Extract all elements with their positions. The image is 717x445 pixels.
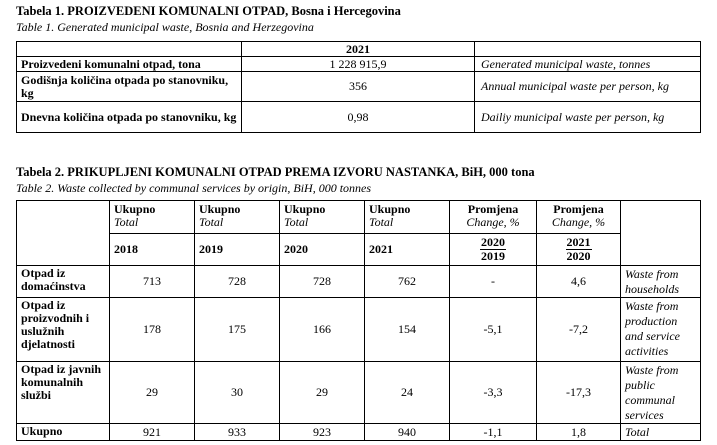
header-ukupno: Ukupno — [369, 202, 411, 216]
cell-value: -17,3 — [537, 362, 621, 424]
cell-value: 1,8 — [537, 424, 621, 441]
change1-numerator: 2020 — [481, 235, 505, 249]
year-2021: 2021 — [365, 234, 450, 266]
table2-subtitle: Table 2. Waste collected by communal services by origin, BiH, 000 tonnes — [16, 181, 372, 195]
cell-value: -5,1 — [450, 298, 537, 362]
table-row — [17, 102, 701, 133]
cell-value: -1,1 — [450, 424, 537, 441]
cell-value: 713 — [110, 266, 195, 298]
row-label: Otpad iz domaćinstva — [17, 266, 110, 298]
row-english: Generated municipal waste, tonnes — [475, 57, 701, 72]
table-row — [17, 266, 701, 298]
cell-value: 29 — [110, 362, 195, 424]
table2-header-blank-en — [621, 201, 701, 266]
table-row — [17, 57, 701, 72]
cell-value: 24 — [365, 362, 450, 424]
table1-title: Tabela 1. PROIZVEDENI KOMUNALNI OTPAD, Bosna i Hercegovina — [16, 4, 401, 18]
table1-header-blank-2 — [475, 42, 701, 57]
year-2019: 2019 — [195, 234, 280, 266]
row-english: Waste from production and service activities — [621, 298, 701, 362]
row-value: 0,98 — [242, 102, 475, 133]
header-change: Change, % — [466, 215, 520, 229]
header-promjena: Promjena — [467, 202, 519, 216]
table1-subtitle: Table 1. Generated municipal waste, Bosnia and Herzegovina — [16, 20, 314, 34]
row-label: Proizvedeni komunalni otpad, tona — [17, 57, 242, 72]
cell-value: 178 — [110, 298, 195, 362]
header-ukupno: Ukupno — [114, 202, 156, 216]
cell-value: 728 — [280, 266, 365, 298]
cell-value: -3,3 — [450, 362, 537, 424]
row-english: Waste from households — [621, 266, 701, 298]
table-row — [17, 424, 701, 441]
table-row — [17, 298, 701, 362]
table1-year-header: 2021 — [242, 42, 475, 57]
cell-value: 762 — [365, 266, 450, 298]
collected-waste-table — [16, 200, 701, 441]
col-header-2021 — [365, 201, 450, 234]
header-promjena: Promjena — [553, 202, 604, 216]
header-change: Change, % — [551, 215, 606, 229]
table-row — [17, 72, 701, 102]
cell-value: 923 — [280, 424, 365, 441]
cell-value: 154 — [365, 298, 450, 362]
row-english: Annual municipal waste per person, kg — [475, 72, 701, 102]
change-period-2 — [537, 234, 621, 266]
cell-value: 30 — [195, 362, 280, 424]
col-header-change-2 — [537, 201, 621, 234]
table2-header-blank — [17, 201, 110, 266]
year-2020: 2020 — [280, 234, 365, 266]
header-ukupno: Ukupno — [284, 202, 326, 216]
row-label: Godišnja količina otpada po stanovniku, kg — [17, 72, 242, 102]
header-ukupno: Ukupno — [199, 202, 241, 216]
row-english: Total — [621, 424, 701, 441]
cell-value: 728 — [195, 266, 280, 298]
row-english: Dailiy municipal waste per person, kg — [475, 102, 701, 133]
cell-value: 29 — [280, 362, 365, 424]
change2-numerator: 2021 — [566, 235, 591, 249]
table-row — [17, 362, 701, 424]
col-header-change-1 — [450, 201, 537, 234]
col-header-2019 — [195, 201, 280, 234]
header-total: Total — [114, 215, 139, 229]
cell-value: 166 — [280, 298, 365, 362]
cell-value: - — [450, 266, 537, 298]
header-total: Total — [199, 215, 224, 229]
change2-denominator: 2020 — [566, 249, 591, 263]
row-value: 1 228 915,9 — [242, 57, 475, 72]
cell-value: 175 — [195, 298, 280, 362]
row-label: Dnevna količina otpada po stanovniku, kg — [17, 102, 242, 133]
year-2018: 2018 — [110, 234, 195, 266]
cell-value: 4,6 — [537, 266, 621, 298]
change-period-1 — [450, 234, 537, 266]
header-total: Total — [369, 215, 394, 229]
col-header-2018 — [110, 201, 195, 234]
change1-denominator: 2019 — [481, 249, 505, 263]
cell-value: 940 — [365, 424, 450, 441]
col-header-2020 — [280, 201, 365, 234]
table2-title: Tabela 2. PRIKUPLJENI KOMUNALNI OTPAD PREMA IZVORU NASTANKA, BiH, 000 tona — [16, 165, 535, 179]
row-label: Otpad iz javnih komunalnih službi — [17, 362, 110, 424]
cell-value: 921 — [110, 424, 195, 441]
row-label: Ukupno — [17, 424, 110, 441]
row-english: Waste from public communal services — [621, 362, 701, 424]
generated-waste-table — [16, 41, 701, 133]
cell-value: 933 — [195, 424, 280, 441]
header-total: Total — [284, 215, 309, 229]
row-label: Otpad iz proizvodnih i uslužnih djelatnosti — [17, 298, 110, 362]
row-value: 356 — [242, 72, 475, 102]
cell-value: -7,2 — [537, 298, 621, 362]
table1-header-blank — [17, 42, 242, 57]
